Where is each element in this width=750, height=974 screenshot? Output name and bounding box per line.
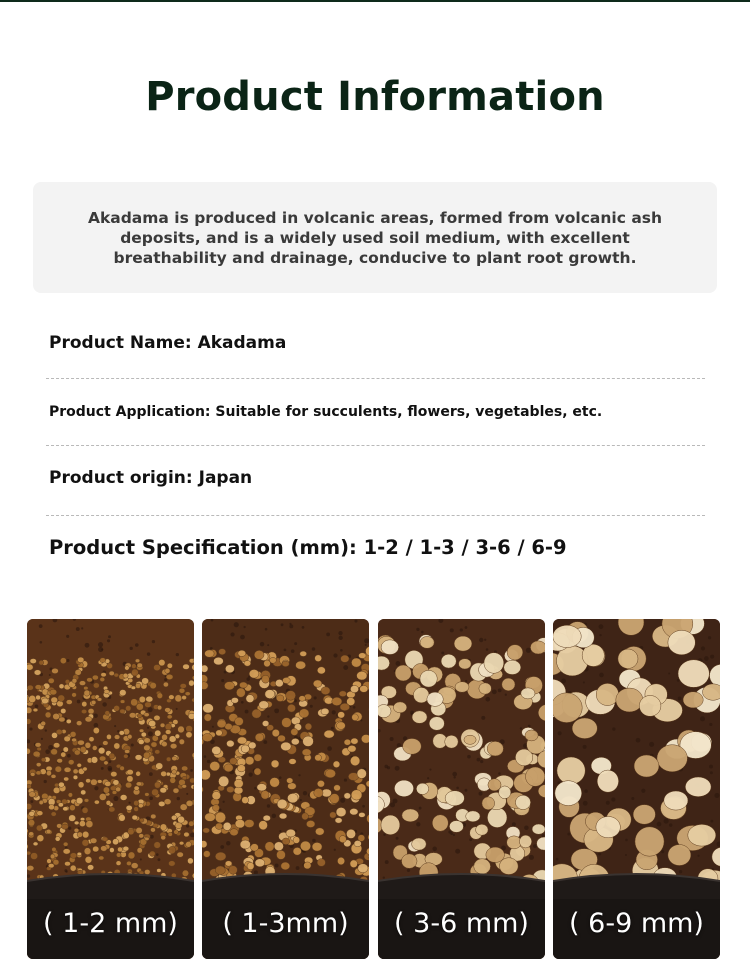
product-name: Product Name: Akadama	[49, 333, 287, 353]
size-label: ( 1-2 mm)	[43, 908, 178, 939]
size-tile-1-3mm	[202, 619, 369, 959]
size-label: ( 6-9 mm)	[569, 908, 704, 939]
divider	[46, 445, 705, 446]
description-box	[33, 182, 717, 293]
divider	[46, 515, 705, 516]
size-tile-1-2mm	[27, 619, 194, 959]
top-rule	[0, 0, 750, 2]
size-label: ( 1-3mm)	[222, 908, 349, 939]
description-text: Akadama is produced in volcanic areas, formed from volcanic ash deposits, and is a widely used soil medium, with excellent breathability and drainage, conducive to plant root growth.	[87, 208, 663, 267]
divider	[46, 378, 705, 379]
product-application: Product Application: Suitable for succulents, flowers, vegetables, etc.	[49, 404, 603, 420]
size-label: ( 3-6 mm)	[394, 908, 529, 939]
size-tile-3-6mm	[378, 619, 545, 959]
size-tile-6-9mm	[553, 619, 720, 959]
product-specification: Product Specification (mm): 1-2 / 1-3 / 3-6 / 6-9	[49, 536, 567, 559]
size-gallery	[0, 619, 750, 959]
product-origin: Product origin: Japan	[49, 468, 253, 488]
page-title: Product Information	[145, 74, 605, 120]
